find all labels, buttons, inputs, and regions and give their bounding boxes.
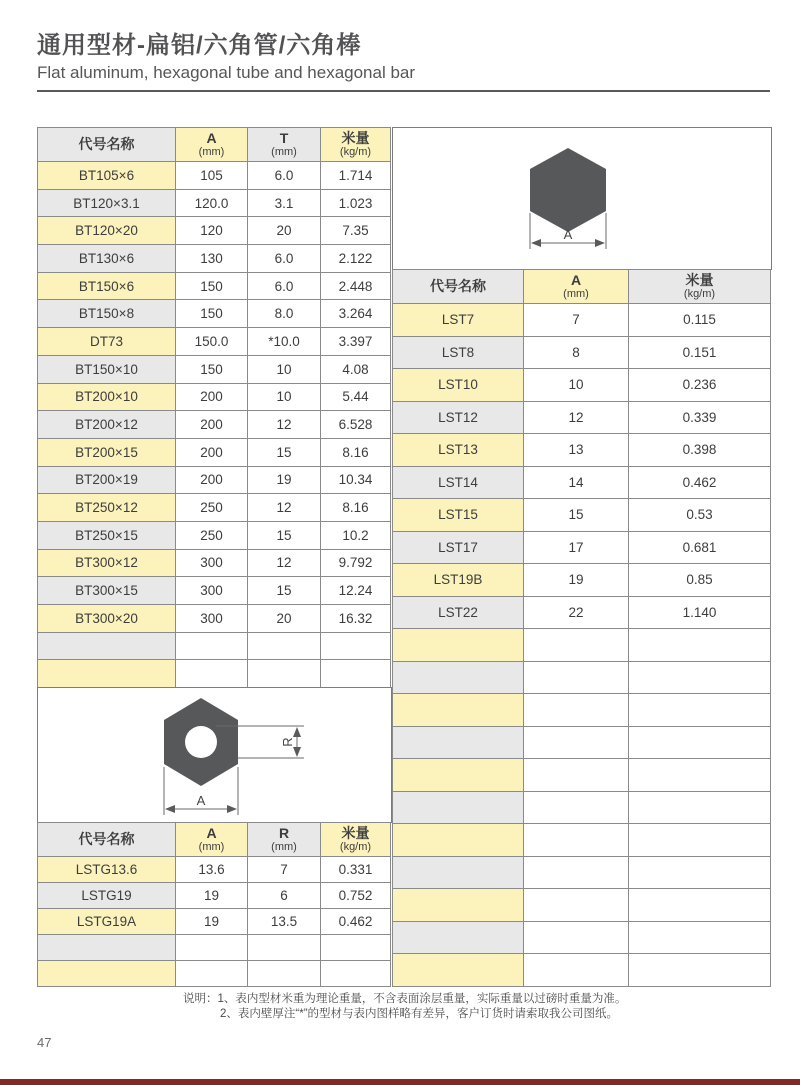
value-cell [524, 694, 629, 727]
hex-tube-figure [37, 687, 392, 823]
col-header-unit: (kg/m) [683, 288, 716, 300]
col-header-weight [321, 823, 391, 857]
flat-aluminum-table [37, 127, 391, 688]
value-cell: 200 [176, 411, 248, 439]
notes-label: 说明： [183, 993, 218, 1005]
col-header-label: 米量 [685, 272, 714, 288]
value-cell: 20 [248, 217, 321, 245]
code-cell [393, 629, 524, 662]
code-cell [38, 660, 176, 688]
value-cell: 150 [176, 300, 248, 328]
value-cell [629, 661, 771, 694]
col-header-unit: (kg/m) [339, 146, 372, 158]
value-cell [321, 632, 391, 660]
title-rule [37, 90, 770, 92]
value-cell: 300 [176, 605, 248, 633]
value-cell: 19 [176, 883, 248, 909]
col-header-a [176, 823, 248, 857]
code-cell: BT300×20 [38, 605, 176, 633]
table-row [38, 162, 391, 190]
value-cell: 8.16 [321, 438, 391, 466]
footer-accent-bar [0, 1079, 800, 1085]
table-row [38, 466, 391, 494]
value-cell [176, 660, 248, 688]
table-row [393, 954, 771, 987]
value-cell: 2.448 [321, 272, 391, 300]
value-cell: 3.264 [321, 300, 391, 328]
value-cell: 14 [524, 466, 629, 499]
code-cell: LSTG13.6 [38, 857, 176, 883]
value-cell: 10 [248, 355, 321, 383]
table-row [393, 531, 771, 564]
value-cell [321, 961, 391, 987]
table-row [393, 596, 771, 629]
table-row [38, 189, 391, 217]
col-header-unit: (kg/m) [339, 841, 372, 853]
table-row [38, 935, 391, 961]
table-row [393, 921, 771, 954]
value-cell: 12 [248, 549, 321, 577]
col-header-label: 代号名称 [78, 831, 135, 847]
value-cell [524, 921, 629, 954]
value-cell: 15 [248, 438, 321, 466]
value-cell: 0.462 [321, 909, 391, 935]
value-cell: 10 [248, 383, 321, 411]
col-header-weight [629, 270, 771, 304]
page-title: 通用型材-扁铝/六角管/六角棒 [37, 32, 362, 59]
value-cell: 0.398 [629, 434, 771, 467]
code-cell [393, 661, 524, 694]
table-row [393, 661, 771, 694]
table-row [393, 401, 771, 434]
page-number: 47 [37, 1035, 52, 1050]
value-cell [629, 954, 771, 987]
note-line-1 [183, 992, 626, 1007]
table-row [393, 466, 771, 499]
tube-hole [185, 726, 217, 758]
value-cell: 200 [176, 466, 248, 494]
code-cell: LST15 [393, 499, 524, 532]
value-cell: 3.1 [248, 189, 321, 217]
value-cell [524, 726, 629, 759]
value-cell: 9.792 [321, 549, 391, 577]
value-cell: 20 [248, 605, 321, 633]
value-cell: 130 [176, 245, 248, 273]
value-cell [629, 921, 771, 954]
table-row [38, 909, 391, 935]
value-cell: 6.0 [248, 162, 321, 190]
value-cell: 8.0 [248, 300, 321, 328]
value-cell: 7 [524, 304, 629, 337]
code-cell: BT200×12 [38, 411, 176, 439]
table-row [38, 328, 391, 356]
table-row [38, 217, 391, 245]
code-cell [393, 889, 524, 922]
table-row [393, 824, 771, 857]
table-row [38, 383, 391, 411]
value-cell [176, 961, 248, 987]
table-row [38, 883, 391, 909]
value-cell: 300 [176, 577, 248, 605]
col-header-label: 米量 [341, 130, 370, 146]
code-cell [393, 824, 524, 857]
col-header-unit: (mm) [271, 841, 297, 853]
value-cell: 13.5 [248, 909, 321, 935]
value-cell [248, 660, 321, 688]
table-header [38, 128, 391, 162]
value-cell: 3.397 [321, 328, 391, 356]
code-cell [393, 791, 524, 824]
table-row [38, 355, 391, 383]
value-cell: 22 [524, 596, 629, 629]
code-cell: BT250×12 [38, 494, 176, 522]
value-cell [321, 935, 391, 961]
page-subtitle: Flat aluminum, hexagonal tube and hexagonal bar [37, 63, 416, 82]
col-header-a [524, 270, 629, 304]
code-cell: BT130×6 [38, 245, 176, 273]
value-cell: 0.236 [629, 369, 771, 402]
value-cell: 5.44 [321, 383, 391, 411]
value-cell [524, 661, 629, 694]
code-cell: LST7 [393, 304, 524, 337]
code-cell: LSTG19 [38, 883, 176, 909]
dimension-label-r: R [280, 737, 295, 747]
code-cell: BT200×19 [38, 466, 176, 494]
table-row [393, 434, 771, 467]
table-row [38, 660, 391, 688]
value-cell: 200 [176, 438, 248, 466]
col-header-t [248, 128, 321, 162]
code-cell: BT150×8 [38, 300, 176, 328]
code-cell: BT120×3.1 [38, 189, 176, 217]
value-cell [524, 824, 629, 857]
code-cell: BT200×15 [38, 438, 176, 466]
value-cell: 0.331 [321, 857, 391, 883]
table-row [38, 521, 391, 549]
code-cell: DT73 [38, 328, 176, 356]
notes [183, 992, 626, 1022]
table-row [393, 629, 771, 662]
value-cell [629, 856, 771, 889]
value-cell [524, 759, 629, 792]
value-cell [524, 791, 629, 824]
table-row [38, 300, 391, 328]
value-cell: 19 [176, 909, 248, 935]
value-cell: 4.08 [321, 355, 391, 383]
title-block [37, 32, 770, 92]
code-cell: LST10 [393, 369, 524, 402]
value-cell [248, 961, 321, 987]
value-cell: 200 [176, 383, 248, 411]
col-header-unit: (mm) [198, 841, 225, 853]
hex-tube-drawing [38, 688, 389, 820]
code-cell [38, 935, 176, 961]
value-cell [629, 889, 771, 922]
code-cell: BT300×15 [38, 577, 176, 605]
value-cell: 12.24 [321, 577, 391, 605]
col-header-code [393, 270, 524, 304]
value-cell [629, 759, 771, 792]
header-row [38, 823, 391, 857]
col-header-label: R [278, 825, 290, 841]
hex-bar-table [392, 269, 771, 987]
table-row [393, 304, 771, 337]
table-row [393, 791, 771, 824]
code-cell [393, 726, 524, 759]
value-cell: 0.115 [629, 304, 771, 337]
table-header [393, 270, 771, 304]
code-cell [38, 632, 176, 660]
col-header-label: T [279, 130, 289, 146]
table-row [38, 411, 391, 439]
code-cell [393, 921, 524, 954]
value-cell: 13 [524, 434, 629, 467]
table-row [393, 856, 771, 889]
value-cell: 150.0 [176, 328, 248, 356]
code-cell: LST22 [393, 596, 524, 629]
table-row [393, 694, 771, 727]
table-row [393, 889, 771, 922]
table-row [38, 961, 391, 987]
code-cell: LST14 [393, 466, 524, 499]
value-cell: 1.714 [321, 162, 391, 190]
code-cell [393, 954, 524, 987]
col-header-label: A [206, 825, 217, 841]
header-row [393, 270, 771, 304]
value-cell: 105 [176, 162, 248, 190]
value-cell [248, 935, 321, 961]
note-text-2: 2、表内壁厚注“*”的型材与表内图样略有差异，客户订货时请索取我公司图纸。 [220, 1008, 619, 1020]
value-cell: 150 [176, 272, 248, 300]
value-cell [524, 856, 629, 889]
table-row [38, 549, 391, 577]
value-cell [629, 694, 771, 727]
code-cell: LST8 [393, 336, 524, 369]
value-cell: 300 [176, 549, 248, 577]
code-cell: BT250×15 [38, 521, 176, 549]
table-row [393, 726, 771, 759]
value-cell [321, 660, 391, 688]
value-cell: 19 [524, 564, 629, 597]
value-cell: 7.35 [321, 217, 391, 245]
value-cell: 15 [248, 521, 321, 549]
col-header-label: 代号名称 [78, 136, 135, 152]
code-cell: BT200×10 [38, 383, 176, 411]
value-cell: 0.462 [629, 466, 771, 499]
code-cell: LST19B [393, 564, 524, 597]
value-cell [629, 791, 771, 824]
table-row [38, 605, 391, 633]
code-cell: BT120×20 [38, 217, 176, 245]
dimension-label-a: A [196, 793, 206, 808]
code-cell [38, 961, 176, 987]
col-header-weight [321, 128, 391, 162]
code-cell: LST12 [393, 401, 524, 434]
value-cell: 12 [524, 401, 629, 434]
table-body [38, 857, 391, 987]
table-row [38, 857, 391, 883]
value-cell: 0.339 [629, 401, 771, 434]
value-cell [176, 935, 248, 961]
value-cell: 6.0 [248, 272, 321, 300]
col-header-unit: (mm) [271, 146, 297, 158]
value-cell [524, 889, 629, 922]
value-cell: 6.528 [321, 411, 391, 439]
table-row [38, 438, 391, 466]
code-cell: LSTG19A [38, 909, 176, 935]
table-body [38, 162, 391, 688]
value-cell: 2.122 [321, 245, 391, 273]
hex-bar-drawing [393, 128, 771, 267]
value-cell: 15 [248, 577, 321, 605]
code-cell: LST13 [393, 434, 524, 467]
table-row [38, 577, 391, 605]
value-cell: 250 [176, 521, 248, 549]
table-header [38, 823, 391, 857]
value-cell: 12 [248, 494, 321, 522]
value-cell [629, 824, 771, 857]
table-row [393, 336, 771, 369]
col-header-label: A [570, 272, 582, 288]
value-cell: 8.16 [321, 494, 391, 522]
value-cell: 12 [248, 411, 321, 439]
value-cell: 0.681 [629, 531, 771, 564]
value-cell: 13.6 [176, 857, 248, 883]
col-header-unit: (mm) [198, 146, 225, 158]
value-cell: 6 [248, 883, 321, 909]
col-header-code [38, 823, 176, 857]
value-cell: *10.0 [248, 328, 321, 356]
hexagon-shape [530, 148, 606, 232]
value-cell [629, 629, 771, 662]
value-cell: 0.151 [629, 336, 771, 369]
table-row [393, 499, 771, 532]
table-row [38, 272, 391, 300]
value-cell: 7 [248, 857, 321, 883]
value-cell: 250 [176, 494, 248, 522]
table-row [38, 632, 391, 660]
value-cell [524, 629, 629, 662]
code-cell: BT300×12 [38, 549, 176, 577]
value-cell: 0.85 [629, 564, 771, 597]
table-body [393, 304, 771, 987]
table-row [38, 494, 391, 522]
value-cell: 1.023 [321, 189, 391, 217]
note-text-1: 1、表内型材米重为理论重量，不含表面涂层重量，实际重量以过磅时重量为准。 [217, 993, 627, 1005]
header-row [38, 128, 391, 162]
value-cell [629, 726, 771, 759]
table-row [393, 564, 771, 597]
value-cell: 17 [524, 531, 629, 564]
value-cell: 15 [524, 499, 629, 532]
dimension-label-a: A [563, 227, 573, 242]
col-header-r [248, 823, 321, 857]
col-header-unit: (mm) [563, 288, 589, 300]
col-header-code [38, 128, 176, 162]
value-cell [248, 632, 321, 660]
col-header-label: 米量 [341, 825, 370, 841]
table-row [393, 759, 771, 792]
value-cell: 150 [176, 355, 248, 383]
value-cell: 10.34 [321, 466, 391, 494]
code-cell [393, 694, 524, 727]
table-row [38, 245, 391, 273]
code-cell: BT150×6 [38, 272, 176, 300]
value-cell: 120.0 [176, 189, 248, 217]
value-cell: 6.0 [248, 245, 321, 273]
value-cell: 19 [248, 466, 321, 494]
code-cell [393, 759, 524, 792]
col-header-a [176, 128, 248, 162]
hex-tube-table [37, 822, 391, 987]
value-cell: 8 [524, 336, 629, 369]
table-row [393, 369, 771, 402]
value-cell: 10 [524, 369, 629, 402]
value-cell: 0.53 [629, 499, 771, 532]
value-cell: 16.32 [321, 605, 391, 633]
value-cell: 10.2 [321, 521, 391, 549]
hex-bar-figure [392, 127, 772, 270]
value-cell: 120 [176, 217, 248, 245]
code-cell [393, 856, 524, 889]
col-header-label: 代号名称 [430, 278, 486, 294]
note-line-2 [183, 1007, 626, 1022]
value-cell [524, 954, 629, 987]
col-header-label: A [206, 130, 217, 146]
code-cell: LST17 [393, 531, 524, 564]
value-cell: 1.140 [629, 596, 771, 629]
code-cell: BT105×6 [38, 162, 176, 190]
code-cell: BT150×10 [38, 355, 176, 383]
value-cell [176, 632, 248, 660]
value-cell: 0.752 [321, 883, 391, 909]
